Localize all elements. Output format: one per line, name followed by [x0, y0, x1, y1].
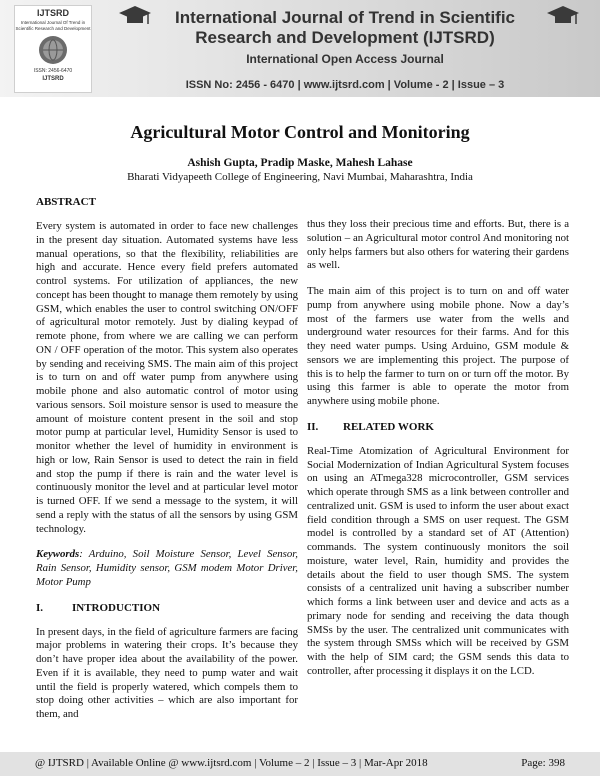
paper-affiliation: Bharati Vidyapeeth College of Engineering, Navi Mumbai, Maharashtra, India [127, 171, 473, 183]
keywords-text: : Arduino, Soil Moisture Sensor, Level Sensor, Rain Sensor, Humidity sensor, GSM modem Motor Driver, Motor Pump [36, 548, 298, 588]
globe-seal-icon [37, 34, 69, 66]
introduction-text: In present days, in the field of agriculture farmers are facing major problems in watering their crops. It’s because they don’t have proper idea about the availability of the power. Even if it is available, they need to pump water and wait until the field is properly watered, which compels them to stop doing other activities – which are also important for them, and [36, 625, 298, 720]
abstract-heading: ABSTRACT [36, 196, 96, 208]
left-column [36, 196, 298, 722]
right-column [307, 218, 569, 679]
journal-logo [14, 5, 92, 93]
related-work-text: Real-Time Atomization of Agricultural Environment for Social Modernization of Indian Agricultural System focuses on using an ATmega328 microcontroller, GSM services which operate through SMS as a link between controller and centralized unit. GSM is used to inform the user about exact field condition through a SMS on user request. The GSM model is controlled by a standard set of AT (Attention) commands. The system continuously monitors the soil moisture, water level, Rain, humidity and provides the details about the field to user though SMS. The system consists of a centralized unit having a subscriber number which forms a link between user and device and acts as a primary node for sending and receiving the data though SMSs by the user. The centralized unit communicates with the system through SMSs which will be received by GSM with the help of SIM card; the GSM sends this data to controller, after processing it displays it on the LCD. [307, 444, 569, 677]
logo-badge: IJTSRD [42, 76, 64, 82]
page-number: Page: 398 [521, 757, 565, 769]
section-title: RELATED WORK [343, 420, 434, 433]
section-number: I. [36, 601, 44, 614]
paper-authors: Ashish Gupta, Pradip Maske, Mahesh Lahase [187, 157, 413, 169]
journal-name-line2: Research and Development (IJTSRD) [195, 28, 495, 47]
page-footer [0, 752, 600, 776]
footer-text: @ IJTSRD | Available Online @ www.ijtsrd.com | Volume – 2 | Issue – 3 | Mar-Apr 2018 [35, 757, 428, 769]
logo-abbr: IJTSRD [36, 8, 69, 18]
journal-name-line1: International Journal of Trend in Scientific [174, 8, 516, 27]
section-number: II. [307, 420, 319, 433]
section-heading-related-work [307, 421, 569, 433]
keywords-label: Keywords [36, 548, 80, 561]
project-aim-text: The main aim of this project is to turn on and off water pump from anywhere using mobile phone. Now a day’s most of the farmers use water from the wells and underground water resources for their farms. And for this they need water pumps. Using Arduino, GSM module & sensors we are implementing this project. The purpose of this is to help the farmer to turn on or turn off the motor. By using this farmer is able to operate the motor from anywhere using mobile phone. [307, 285, 569, 407]
journal-subtitle: International Open Access Journal [246, 52, 444, 66]
logo-journal-name: International Journal Of Trend in Scientific Research and Development [15, 20, 91, 31]
graduation-cap-icon [546, 4, 580, 30]
section-title: INTRODUCTION [72, 601, 161, 614]
journal-header [0, 0, 600, 97]
abstract-text: Every system is automated in order to face new challenges in the present day situation. Automated systems have less manual operations, so that the flexibility, reliabilities are high and accurate. Hence every field prefers automated control systems. For utilization of appliances, the new concept has been thought to manage them remotely by using GSM, which enables the user to control switching ON/OFF of agricultural motor remotely. Just by dialing keypad of remote phone, from where we are calling we can perform ON / OFF operation of the motor. This system also operates by sending and receiving SMS. The main aim of this project is to turn on and off water pump from anywhere using mobile phone and also automatic control of motor using various sensors. Soil moisture sensor is used to measure the amount of moisture content present in the soil and stop motor pump at particular level, Humidity Sensor is used to monitor whether the level of humidity in environment is high or low, Rain Sensor is used to detect the rain in field and stop the pump if there is rain and the water level is continuously monitor the level and at particular level motor is turned OFF. If we send a message to the system, it will send a reply with the status of all the sensors by using GSM technology. [36, 220, 298, 535]
logo-issn: ISSN: 2456-6470 [33, 68, 73, 74]
intro-continued-text: thus they loss their precious time and efforts. But, there is a solution – an Agricultural motor control And monitoring not only helps farmers but also others for watering their gardens as well. [307, 218, 569, 272]
keywords [36, 548, 298, 589]
graduation-cap-icon [118, 4, 152, 30]
journal-issn-line: ISSN No: 2456 - 6470 | www.ijtsrd.com | Volume - 2 | Issue – 3 [185, 79, 505, 91]
section-heading-introduction [36, 602, 298, 614]
paper-title: Agricultural Motor Control and Monitoring [130, 122, 470, 142]
